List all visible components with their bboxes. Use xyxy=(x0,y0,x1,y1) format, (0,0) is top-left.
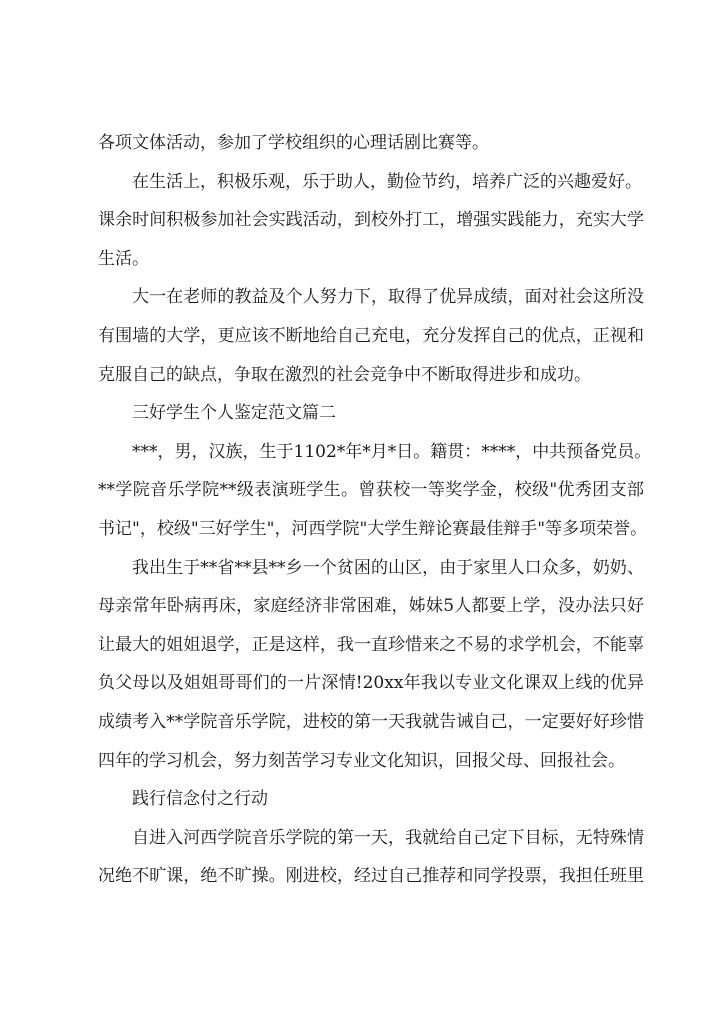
text-line: 负父母以及姐姐哥哥们的一片深情!20xx年我以专业文化课双上线的优异 xyxy=(98,673,644,694)
section-heading: 三好学生个人鉴定范文篇二 xyxy=(132,403,336,424)
text-line: **学院音乐学院**级表演班学生。曾获校一等奖学金，校级"优秀团支部 xyxy=(98,480,644,501)
text-line: 各项文体活动，参加了学校组织的心理话剧比赛等。 xyxy=(98,133,489,153)
text-line: 让最大的姐姐退学，正是这样，我一直珍惜来之不易的求学机会，不能辜 xyxy=(98,634,644,655)
text-line: 大一在老师的教益及个人努力下，取得了优异成绩，面对社会这所没 xyxy=(132,287,644,308)
text-line: 有围墙的大学，更应该不断地给自己充电，充分发挥自己的优点，正视和 xyxy=(98,325,644,346)
text-line: 在生活上，积极乐观，乐于助人，勤俭节约，培养广泛的兴趣爱好。 xyxy=(132,171,642,192)
section-heading: 践行信念付之行动 xyxy=(132,789,268,810)
text-line: 课余时间积极参加社会实践活动，到校外打工，增强实践能力，充实大学 xyxy=(98,210,644,231)
text-line: 书记"，校级"三好学生"，河西学院"大学生辩论赛最佳辩手"等多项荣誉。 xyxy=(98,518,648,539)
text-line: ***，男，汉族，生于1102*年*月*日。籍贯：****，中共预备党员。 xyxy=(132,441,652,462)
document-body xyxy=(98,124,652,896)
text-line: 自进入河西学院音乐学院的第一天，我就给自己定下目标，无特殊情 xyxy=(132,827,644,848)
text-line: 克服自己的缺点，争取在激烈的社会竞争中不断取得进步和成功。 xyxy=(98,364,591,385)
text-line: 母亲常年卧病再床，家庭经济非常困难，姊妹5人都要上学，没办法只好 xyxy=(98,596,644,617)
text-line: 我出生于**省**县**乡一个贫困的山区，由于家里人口众多，奶奶、 xyxy=(132,557,644,578)
text-line: 四年的学习机会，努力刻苦学习专业文化知识，回报父母、回报社会。 xyxy=(98,750,625,771)
text-line: 况绝不旷课，绝不旷操。刚进校，经过自己推荐和同学投票，我担任班里 xyxy=(98,866,644,887)
text-line: 生活。 xyxy=(98,248,149,269)
text-line: 成绩考入**学院音乐学院，进校的第一天我就告诫自己，一定要好好珍惜 xyxy=(98,711,644,732)
